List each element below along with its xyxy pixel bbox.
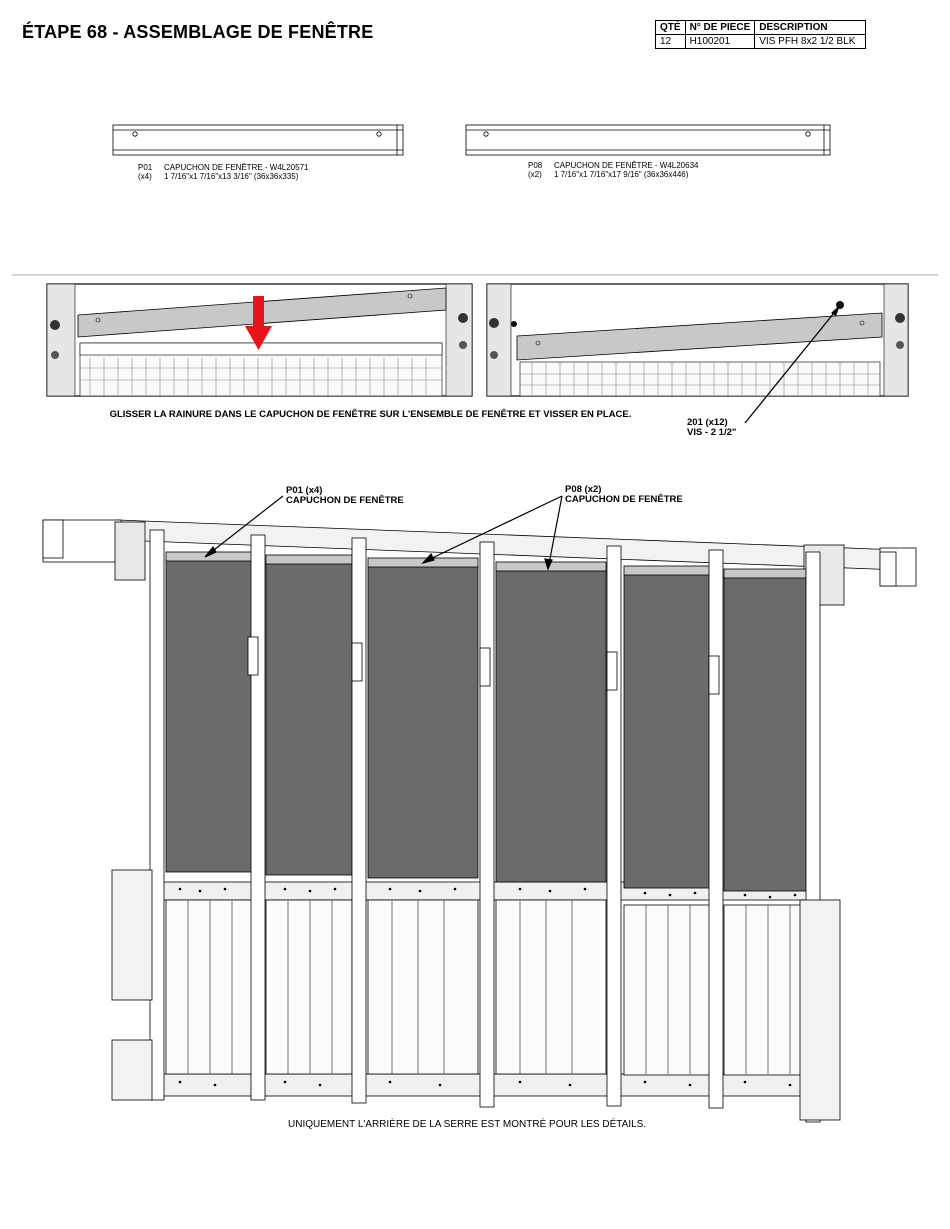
cell-description: VIS PFH 8x2 1/2 BLK	[755, 35, 866, 49]
callout-p08-name: CAPUCHON DE FENÊTRE	[565, 494, 683, 505]
part-p01-name: CAPUCHON DE FENÊTRE - W4L20571	[164, 163, 309, 172]
callout-p01	[286, 486, 404, 506]
detail-view-slide	[47, 284, 472, 396]
part-p01-label	[138, 163, 308, 181]
screw-callout-name: VIS - 2 1/2"	[687, 427, 737, 438]
screw-callout-qty: 201 (x12)	[687, 417, 728, 428]
part-p08-code: P08	[528, 161, 543, 170]
header-description: DESCRIPTION	[755, 21, 866, 35]
part-p01-dims: 1 7/16"x1 7/16"x13 3/16" (36x36x335)	[164, 172, 299, 181]
header-part-number: N° DE PIECE	[685, 21, 755, 35]
part-p08-drawing	[466, 125, 830, 155]
page-title: ÉTAPE 68 - ASSEMBLAGE DE FENÊTRE	[22, 22, 374, 42]
part-p08-name: CAPUCHON DE FENÊTRE - W4L20634	[554, 161, 699, 170]
callout-p01-name: CAPUCHON DE FENÊTRE	[286, 495, 404, 506]
part-p01-code: P01	[138, 163, 153, 172]
detail-view-screw	[487, 284, 908, 423]
screw-callout	[687, 418, 736, 438]
part-p01-qty: (x4)	[138, 172, 152, 181]
footer-note: UNIQUEMENT L'ARRIÈRE DE LA SERRE EST MONTRÉ POUR LES DÉTAILS.	[288, 1119, 647, 1130]
instruction-text: GLISSER LA RAINURE DANS LE CAPUCHON DE FENÊTRE SUR L'ENSEMBLE DE FENÊTRE ET VISSER EN PLACE.	[109, 409, 632, 420]
greenhouse-back-wall	[43, 520, 916, 1122]
part-p01-drawing	[113, 125, 403, 155]
header-qty: QTÉ	[656, 21, 686, 35]
part-p08-qty: (x2)	[528, 170, 542, 179]
part-p08-label	[528, 161, 698, 179]
cell-part-number: H100201	[685, 35, 755, 49]
callout-p01-qty: P01 (x4)	[286, 485, 323, 496]
callout-p08-qty: P08 (x2)	[565, 484, 602, 495]
cell-qty: 12	[656, 35, 686, 49]
part-p08-dims: 1 7/16"x1 7/16"x17 9/16" (36x36x446)	[554, 170, 689, 179]
callout-p08	[565, 485, 683, 505]
